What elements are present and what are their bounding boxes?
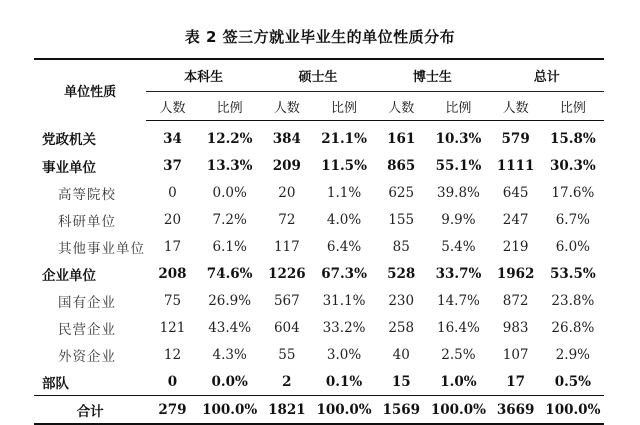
cell: 567 [273, 292, 300, 309]
cell: 117 [273, 238, 300, 255]
cell: 865 [387, 157, 416, 174]
cell: 26.8% [551, 319, 595, 336]
cell: 31.1% [322, 292, 366, 309]
cell: 6.1% [212, 238, 247, 255]
cell: 20 [278, 184, 296, 201]
cell: 5.4% [441, 238, 476, 255]
cell: 17 [163, 238, 182, 255]
cell: 16.4% [436, 319, 480, 336]
cell: 37 [163, 157, 182, 174]
cell: 1226 [268, 265, 306, 282]
cell: 2.5% [441, 346, 476, 363]
cell: 21.1% [321, 130, 367, 147]
cell: 33.2% [322, 319, 366, 336]
cell: 604 [273, 319, 300, 336]
cell: 72 [278, 211, 296, 228]
cell: 0.1% [325, 373, 363, 390]
cell: 279 [146, 396, 198, 425]
header-count: 人数 [490, 92, 542, 121]
header-ratio: 比例 [199, 92, 261, 121]
row-label: 合计 [34, 396, 146, 425]
cell: 55.1% [435, 157, 482, 174]
row-label: 国有企业 [58, 294, 116, 311]
cell: 0.5% [554, 373, 592, 390]
table-row [34, 287, 604, 314]
cell: 85 [392, 238, 410, 255]
row-label: 科研单位 [58, 213, 116, 230]
header-row-groups [34, 59, 604, 92]
cell: 74.6% [206, 265, 253, 282]
cell: 209 [272, 157, 301, 174]
table-row [34, 233, 604, 260]
cell: 6.0% [555, 238, 591, 255]
cell: 230 [388, 292, 415, 309]
cell: 12 [163, 346, 182, 363]
cell: 0.0% [211, 373, 248, 390]
cell: 161 [387, 130, 416, 147]
cell: 983 [502, 319, 529, 336]
cell: 23.8% [551, 292, 595, 309]
cell: 1962 [496, 265, 535, 282]
cell: 53.5% [550, 265, 596, 282]
table-row [34, 341, 604, 368]
table-row [34, 206, 604, 233]
cell: 26.9% [208, 292, 252, 309]
table-row [34, 260, 604, 287]
cell: 12.2% [206, 130, 253, 147]
row-label: 外资企业 [58, 348, 116, 365]
row-label: 高等院校 [58, 186, 116, 203]
cell: 258 [388, 319, 415, 336]
total-row [34, 396, 604, 425]
cell: 384 [272, 130, 301, 147]
header-ratio: 比例 [313, 92, 375, 121]
cell: 34 [163, 130, 182, 147]
cell: 3669 [490, 396, 542, 425]
cell: 0.0% [212, 184, 247, 201]
table-title: 表 2 签三方就业毕业生的单位性质分布 [184, 28, 456, 46]
cell: 1569 [375, 396, 427, 425]
cell: 13.3% [206, 157, 253, 174]
table-row [34, 314, 604, 341]
cell: 14.7% [436, 292, 480, 309]
row-label: 民营企业 [58, 321, 116, 338]
cell: 219 [502, 238, 529, 255]
cell: 645 [502, 184, 529, 201]
cell: 10.3% [435, 130, 482, 147]
cell: 30.3% [550, 157, 596, 174]
header-count: 人数 [261, 92, 313, 121]
table-row [34, 152, 604, 179]
cell: 43.4% [208, 319, 252, 336]
cell: 17.6% [551, 184, 595, 201]
cell: 11.5% [321, 157, 367, 174]
header-master: 硕士生 [261, 59, 375, 92]
cell: 0 [168, 184, 177, 201]
cell: 247 [502, 211, 529, 228]
header-count: 人数 [146, 92, 198, 121]
cell: 100.0% [313, 396, 375, 425]
header-ratio: 比例 [427, 92, 489, 121]
cell: 625 [388, 184, 415, 201]
cell: 579 [501, 130, 530, 147]
header-total: 总计 [490, 59, 604, 92]
distribution-table [34, 58, 604, 425]
cell: 2 [282, 373, 292, 390]
cell: 15.8% [550, 130, 596, 147]
cell: 100.0% [199, 396, 261, 425]
cell: 75 [163, 292, 182, 309]
table-row [34, 179, 604, 206]
cell: 100.0% [542, 396, 604, 425]
header-unit-type: 单位性质 [64, 84, 117, 100]
header-undergrad: 本科生 [146, 59, 260, 92]
header-doctor: 博士生 [375, 59, 489, 92]
header-ratio: 比例 [542, 92, 604, 121]
cell: 40 [392, 346, 410, 363]
cell: 17 [506, 373, 526, 390]
row-label: 党政机关 [42, 132, 96, 149]
cell: 1.1% [326, 184, 362, 201]
table-row [34, 368, 604, 396]
cell: 121 [159, 319, 186, 336]
cell: 100.0% [427, 396, 489, 425]
cell: 1111 [496, 157, 535, 174]
cell: 1821 [261, 396, 313, 425]
cell: 0 [167, 373, 178, 390]
cell: 9.9% [441, 211, 476, 228]
cell: 107 [502, 346, 529, 363]
row-label: 部队 [42, 375, 69, 392]
cell: 2.9% [555, 346, 591, 363]
table-row [34, 121, 604, 153]
row-label: 其他事业单位 [58, 240, 145, 257]
header-count: 人数 [375, 92, 427, 121]
cell: 55 [278, 346, 296, 363]
cell: 528 [387, 265, 416, 282]
cell: 20 [163, 211, 182, 228]
cell: 6.7% [555, 211, 591, 228]
cell: 1.0% [440, 373, 477, 390]
cell: 208 [158, 265, 187, 282]
row-label: 企业单位 [42, 267, 96, 284]
cell: 4.0% [326, 211, 362, 228]
cell: 7.2% [212, 211, 247, 228]
cell: 6.4% [326, 238, 362, 255]
cell: 4.3% [212, 346, 247, 363]
cell: 39.8% [436, 184, 480, 201]
cell: 15 [391, 373, 411, 390]
cell: 67.3% [321, 265, 367, 282]
cell: 33.7% [435, 265, 482, 282]
cell: 3.0% [326, 346, 362, 363]
row-label: 事业单位 [42, 159, 96, 176]
cell: 155 [388, 211, 415, 228]
cell: 872 [502, 292, 529, 309]
